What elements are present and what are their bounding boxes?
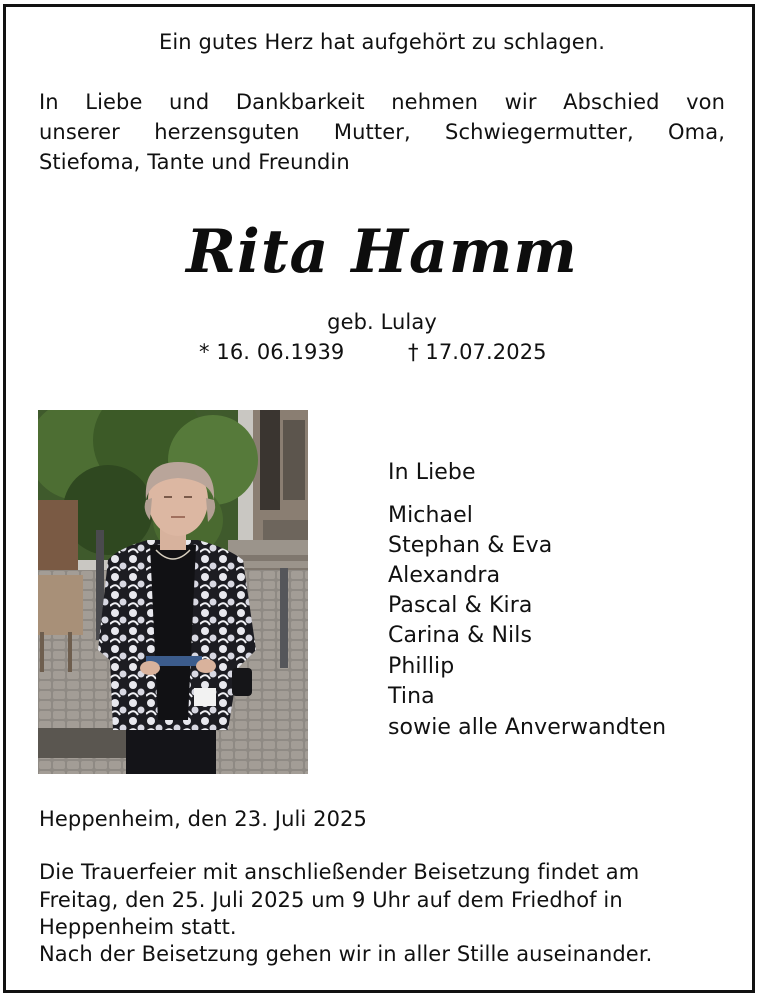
mourner-name: Phillip [388, 654, 455, 679]
mourners-heading: In Liebe [388, 460, 476, 485]
intro-line-3: Stiefoma, Tante und Freundin [39, 150, 350, 174]
mourner-relatives: sowie alle Anverwandten [388, 715, 667, 740]
opening-line: Ein gutes Herz hat aufgehört zu schlagen. [159, 30, 605, 54]
mourner-name: Michael [388, 503, 473, 528]
mourner-name: Tina [388, 684, 435, 709]
maiden-name: geb. Lulay [327, 310, 437, 334]
birth-date: * 16. 06.1939 [199, 340, 345, 364]
intro-line-2: unserer herzensguten Mutter, Schwiegermutter, Oma, [39, 120, 725, 144]
death-date: † 17.07.2025 [408, 340, 547, 364]
funeral-note-line-1: Die Trauerfeier mit anschließender Beisetzung findet am [39, 860, 640, 884]
funeral-note-line-4: Nach der Beisetzung gehen wir in aller Stille auseinander. [39, 942, 653, 966]
mourner-name: Carina & Nils [388, 623, 533, 648]
portrait-photo [38, 410, 308, 774]
mourner-name: Alexandra [388, 563, 501, 588]
funeral-note-line-3: Heppenheim statt. [39, 915, 237, 939]
funeral-note-line-2: Freitag, den 25. Juli 2025 um 9 Uhr auf dem Friedhof in [39, 888, 623, 912]
mourner-name: Pascal & Kira [388, 593, 533, 618]
place-and-date: Heppenheim, den 23. Juli 2025 [39, 807, 367, 831]
intro-line-1: In Liebe und Dankbarkeit nehmen wir Abschied von [39, 90, 725, 114]
mourner-name: Stephan & Eva [388, 533, 553, 558]
deceased-name: Rita Hamm [186, 217, 578, 287]
